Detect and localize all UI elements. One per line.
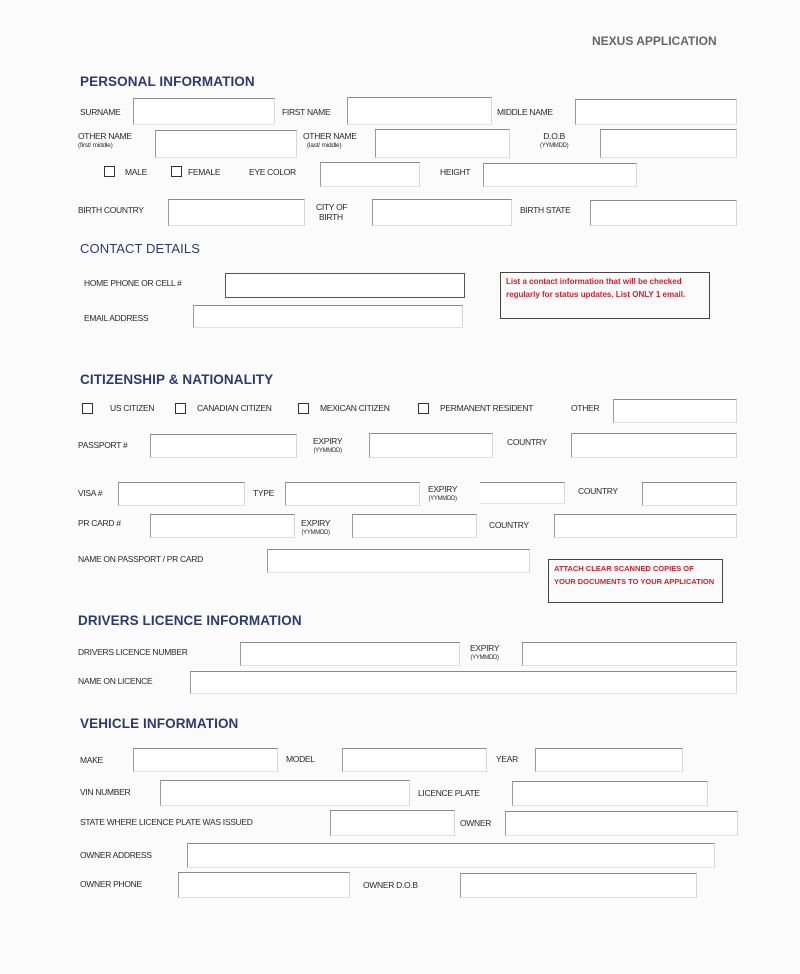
other-label: OTHER xyxy=(571,403,600,413)
owner-field[interactable] xyxy=(505,811,738,836)
middle-name-field[interactable] xyxy=(575,99,737,125)
name-on-passport-label: NAME ON PASSPORT / PR CARD xyxy=(78,554,203,564)
passport-expiry-label xyxy=(313,436,342,456)
licence-expiry-field[interactable] xyxy=(522,642,737,666)
other-name-label-text: OTHER NAME xyxy=(78,131,132,141)
model-field[interactable] xyxy=(342,748,487,772)
mexican-citizen-label: MEXICAN CITIZEN xyxy=(320,403,390,413)
female-checkbox[interactable] xyxy=(171,166,182,177)
personal-info-heading: PERSONAL INFORMATION xyxy=(80,74,255,89)
expiry-sublabel: (YYMMDD) xyxy=(301,530,330,536)
male-checkbox[interactable] xyxy=(104,166,115,177)
passport-country-field[interactable] xyxy=(571,433,737,458)
male-label: MALE xyxy=(125,167,147,177)
passport-country-label: COUNTRY xyxy=(507,437,547,447)
dob-label-text: D.O.B xyxy=(543,131,565,141)
make-field[interactable] xyxy=(133,748,278,772)
name-on-licence-label: NAME ON LICENCE xyxy=(78,676,153,686)
licence-plate-field[interactable] xyxy=(512,781,708,806)
make-label: MAKE xyxy=(80,755,103,765)
citizenship-heading: CITIZENSHIP & NATIONALITY xyxy=(80,372,274,387)
birth-state-label: BIRTH STATE xyxy=(520,205,571,215)
owner-phone-label: OWNER PHONE xyxy=(80,879,142,889)
model-label: MODEL xyxy=(286,754,315,764)
passport-field[interactable] xyxy=(150,434,297,458)
pr-country-field[interactable] xyxy=(554,514,737,538)
city-of-birth-field[interactable] xyxy=(372,199,512,226)
expiry-sublabel: (YYMMDD) xyxy=(313,448,342,454)
owner-phone-field[interactable] xyxy=(178,872,350,898)
expiry-text: EXPIRY xyxy=(301,518,331,528)
expiry-text: EXPIRY xyxy=(313,436,343,446)
owner-address-field[interactable] xyxy=(187,843,715,868)
canadian-citizen-label: CANADIAN CITIZEN xyxy=(197,403,272,413)
visa-expiry-label xyxy=(428,484,457,504)
expiry-text: EXPIRY xyxy=(428,484,458,494)
visa-country-label: COUNTRY xyxy=(578,486,618,496)
other-name-sublabel: (last/ middle) xyxy=(307,142,342,149)
licence-plate-label: LICENCE PLATE xyxy=(418,788,480,798)
email-field[interactable] xyxy=(193,305,463,328)
year-label: YEAR xyxy=(496,754,518,764)
licence-number-field[interactable] xyxy=(240,642,460,666)
name-on-passport-field[interactable] xyxy=(267,549,530,573)
expiry-sublabel: (YYMMDD) xyxy=(428,496,457,502)
plate-state-label: STATE WHERE LICENCE PLATE WAS ISSUED xyxy=(80,817,253,827)
owner-dob-label: OWNER D.O.B xyxy=(363,880,418,890)
dob-label xyxy=(540,131,568,151)
other-name-sublabel: (first/ middle) xyxy=(78,142,113,149)
dob-field[interactable] xyxy=(600,129,737,158)
other-field[interactable] xyxy=(613,399,737,423)
birth-state-field[interactable] xyxy=(590,200,737,226)
pr-expiry-label xyxy=(301,518,330,538)
licence-expiry-label xyxy=(470,643,499,663)
phone-field[interactable] xyxy=(225,273,465,298)
vin-field[interactable] xyxy=(160,780,410,806)
dob-sublabel: (YYMMDD) xyxy=(540,143,569,149)
expiry-sublabel: (YYMMDD) xyxy=(470,655,499,661)
form-title: NEXUS APPLICATION xyxy=(592,34,717,48)
drivers-licence-heading: DRIVERS LICENCE INFORMATION xyxy=(78,613,302,628)
phone-label: HOME PHONE OR CELL # xyxy=(84,278,182,288)
visa-label: VISA # xyxy=(78,488,103,498)
surname-label: SURNAME xyxy=(80,107,121,117)
other-name-first-label xyxy=(78,131,132,151)
owner-dob-field[interactable] xyxy=(460,873,697,898)
visa-type-field[interactable] xyxy=(285,482,420,506)
middle-name-label: MIDDLE NAME xyxy=(497,107,553,117)
expiry-text: EXPIRY xyxy=(470,643,500,653)
mexican-citizen-checkbox[interactable] xyxy=(298,403,309,414)
birth-country-label: BIRTH COUNTRY xyxy=(78,205,144,215)
email-label: EMAIL ADDRESS xyxy=(84,313,149,323)
permanent-resident-label: PERMANENT RESIDENT xyxy=(440,403,534,413)
other-name-last-label xyxy=(303,131,357,151)
other-name-label-text: OTHER NAME xyxy=(303,131,357,141)
visa-expiry-field[interactable] xyxy=(480,482,565,504)
vin-label: VIN NUMBER xyxy=(80,787,131,797)
visa-country-field[interactable] xyxy=(642,482,737,506)
contact-note: List a contact information that will be checked regularly for status updates. List ONLY 1 email. xyxy=(500,272,710,319)
us-citizen-label: US CITIZEN xyxy=(110,403,155,413)
eye-color-field[interactable] xyxy=(320,162,420,187)
height-field[interactable] xyxy=(483,163,637,187)
canadian-citizen-checkbox[interactable] xyxy=(175,403,186,414)
owner-address-label: OWNER ADDRESS xyxy=(80,850,152,860)
passport-expiry-field[interactable] xyxy=(369,433,493,458)
other-name-first-field[interactable] xyxy=(155,130,297,158)
plate-state-field[interactable] xyxy=(330,810,455,836)
pr-card-label: PR CARD # xyxy=(78,518,121,528)
licence-number-label: DRIVERS LICENCE NUMBER xyxy=(78,647,188,657)
visa-type-label: TYPE xyxy=(253,488,275,498)
birth-country-field[interactable] xyxy=(168,199,305,226)
owner-label: OWNER xyxy=(460,818,492,828)
surname-field[interactable] xyxy=(133,98,275,125)
other-name-last-field[interactable] xyxy=(375,129,510,158)
documents-note: ATTACH CLEAR SCANNED COPIES OF YOUR DOCUMENTS TO YOUR APPLICATION xyxy=(548,559,723,603)
birth-text: BIRTH xyxy=(319,212,343,222)
us-citizen-checkbox[interactable] xyxy=(82,403,93,414)
pr-country-label: COUNTRY xyxy=(489,520,529,530)
pr-card-field[interactable] xyxy=(150,514,295,538)
height-label: HEIGHT xyxy=(440,167,471,177)
first-name-field[interactable] xyxy=(347,97,492,125)
contact-details-heading: CONTACT DETAILS xyxy=(80,241,200,256)
first-name-label: FIRST NAME xyxy=(282,107,331,117)
year-field[interactable] xyxy=(535,748,683,772)
female-label: FEMALE xyxy=(188,167,221,177)
name-on-licence-field[interactable] xyxy=(190,671,737,694)
vehicle-info-heading: VEHICLE INFORMATION xyxy=(80,716,239,731)
city-of-birth-label xyxy=(316,202,347,222)
pr-expiry-field[interactable] xyxy=(352,514,477,538)
passport-label: PASSPORT # xyxy=(78,440,128,450)
eye-color-label: EYE COLOR xyxy=(249,167,296,177)
city-of-text: CITY OF xyxy=(316,202,348,212)
permanent-resident-checkbox[interactable] xyxy=(418,403,429,414)
visa-field[interactable] xyxy=(118,482,245,506)
